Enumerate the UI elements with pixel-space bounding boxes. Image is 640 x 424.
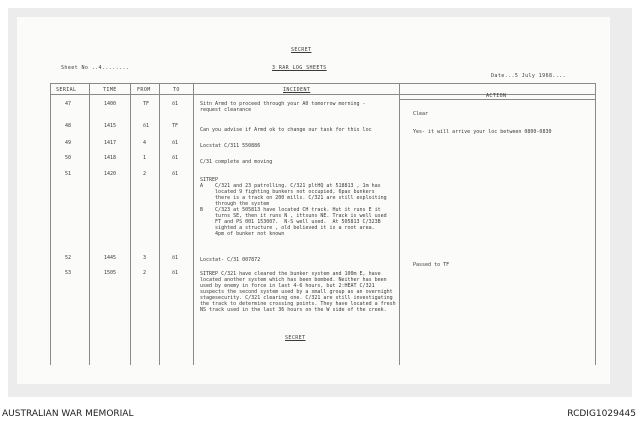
document-title: 3 RAR LOG SHEETS	[272, 65, 327, 71]
classification-top: SECRET	[291, 47, 312, 53]
col-header-time: TIME	[103, 87, 117, 93]
row-50-incident: C/31 complete and moving	[200, 159, 273, 165]
sheet-date: Date...5 July 1968....	[491, 73, 567, 79]
row-48-time: 1415	[104, 123, 117, 129]
col-header-serial: SERIAL	[56, 87, 77, 93]
row-52-time: 1445	[104, 255, 117, 261]
table-top-rule	[50, 83, 596, 84]
row-53-serial: 53	[65, 270, 72, 276]
row-50-from: 1	[143, 155, 147, 161]
footer-archive-name: AUSTRALIAN WAR MEMORIAL	[2, 409, 134, 419]
row-47-action: Clear	[413, 111, 429, 117]
row-50-serial: 50	[65, 155, 72, 161]
table-header-rule	[50, 94, 596, 95]
row-51-from: 2	[143, 171, 147, 177]
col-sep-right	[595, 83, 596, 365]
row-49-serial: 49	[65, 140, 72, 146]
row-53-time: 1505	[104, 270, 117, 276]
col-header-to: TO	[173, 87, 180, 93]
row-47-time: 1400	[104, 101, 117, 107]
row-48-serial: 48	[65, 123, 72, 129]
col-header-incident: INCIDENT	[283, 87, 311, 93]
col-header-action: ACTION	[486, 93, 507, 99]
row-53-from: 2	[143, 270, 147, 276]
row-51-serial: 51	[65, 171, 72, 177]
classification-bottom: SECRET	[285, 335, 306, 341]
row-48-from: ö1	[143, 123, 150, 129]
row-52-incident: Locstat- C/31 007872	[200, 257, 261, 263]
row-51-to: ö1	[172, 171, 179, 177]
row-50-to: ö1	[172, 155, 179, 161]
sheet-number: Sheet No ..4........	[61, 65, 130, 71]
col-sep-serial	[50, 83, 51, 365]
row-48-to: TF	[172, 123, 179, 129]
row-53-incident: SITREP C/321 have cleared the bunker system and 100m E, have located another system which has been bombed. Neither has been used by enemy in force in last 4-6 hours, but 2:HEAT C/321 suspects the second system used by a small group as an overnight stagesecurity. C/321 clearing one. C/321 are still investigating the track to determine crossing points. They have located a fresh NS track used in the last 36 hours on the W side of the creek.	[200, 271, 396, 313]
row-51-incident: SITREP A C/321 and 23 patrolling. C/321 pltHQ at 518813 , 1m has located 9 fighting bunkers not occupied, 6pax bunkers there is a track on 200 mills. C/321 are still exploiting through the system B C/323 at 505813 have located CH track. Hut it runs E it turns SE, then it runs N , ittsuns NE. Track is well used FT and PS 001 153007. N-S well used. At 505813 C/323B sighted a structure , old believed it is a root area. 4pm of bunker not known	[200, 177, 387, 237]
col-sep-to	[159, 83, 160, 365]
row-49-time: 1417	[104, 140, 117, 146]
col-sep-action	[399, 83, 400, 365]
action-header-rule	[399, 99, 596, 100]
row-50-time: 1418	[104, 155, 117, 161]
col-sep-incident	[193, 83, 194, 365]
col-sep-time	[89, 83, 90, 365]
row-47-to: ö1	[172, 101, 179, 107]
row-49-from: 4	[143, 140, 147, 146]
col-header-from: FROM	[137, 87, 151, 93]
row-47-incident: Sitn Armd to proceed through your A0 tomorrow morning - request clearance	[200, 101, 366, 113]
row-48-incident: Can you advise if Armd ok to change our task for this loc	[200, 127, 372, 133]
row-49-incident: Locstat C/311 550886	[200, 143, 261, 149]
row-52-serial: 52	[65, 255, 72, 261]
row-48-action: Yes- it will arrive your loc between 0800-0830	[413, 129, 552, 135]
row-49-to: ö1	[172, 140, 179, 146]
row-52-action: Passed to TF	[413, 262, 450, 268]
row-53-to: ö1	[172, 270, 179, 276]
log-sheet	[17, 17, 610, 384]
row-47-serial: 47	[65, 101, 72, 107]
row-47-from: TF	[143, 101, 150, 107]
row-51-time: 1420	[104, 171, 117, 177]
footer-catalogue-id: RCDIG1029445	[567, 409, 636, 419]
row-52-to: ö1	[172, 255, 179, 261]
row-52-from: 3	[143, 255, 147, 261]
col-sep-from	[130, 83, 131, 365]
